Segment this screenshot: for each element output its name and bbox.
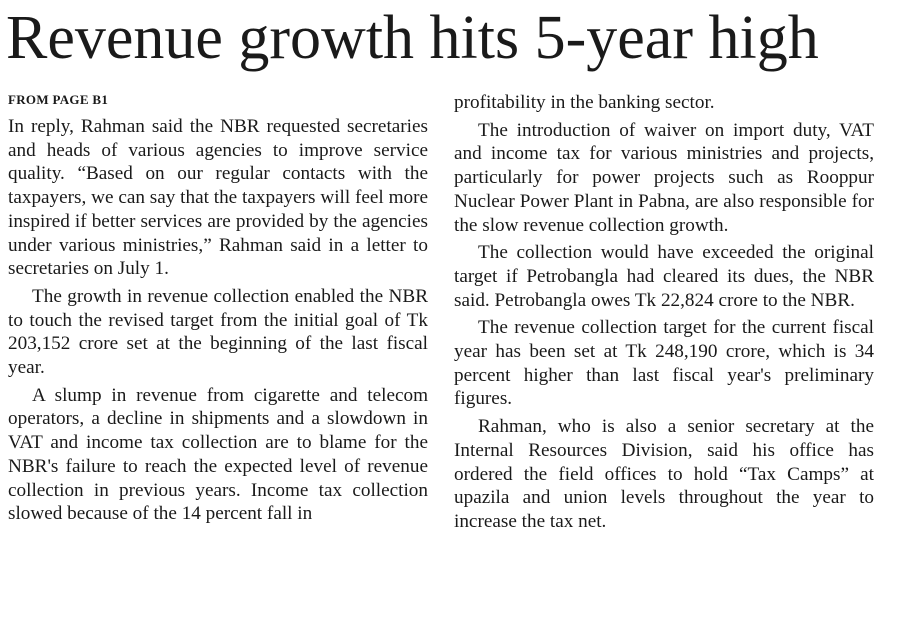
right-column	[454, 91, 874, 534]
paragraph-continuation: profitability in the banking sector.	[454, 92, 715, 113]
jump-line: FROM PAGE B1	[8, 92, 109, 107]
paragraph: The revenue collection target for the current fiscal year has been set at Tk 248,190 crore, which is 34 percent higher than last fiscal year's preliminary figures.	[454, 317, 874, 410]
paragraph: The introduction of waiver on import duty, VAT and income tax for various ministries and projects, particularly for power projects such as Rooppur Nuclear Power Plant in Pabna, are also responsible for the slow revenue collection growth.	[454, 119, 874, 236]
left-column	[8, 115, 428, 526]
paragraph: In reply, Rahman said the NBR requested secretaries and heads of various agencies to improve service quality. “Based on our regular contacts with the taxpayers, we can say that the taxpayers will feel more inspired if better services are provided by the agencies under various ministries,” Rahman said in a letter to secretaries on July 1.	[8, 116, 428, 280]
headline: Revenue growth hits 5-year high	[6, 4, 819, 72]
paragraph: A slump in revenue from cigarette and telecom operators, a decline in shipments and a slowdown in VAT and income tax collection are to blame for the NBR's failure to reach the expected level of revenue collection in previous years. Income tax collection slowed because of the 14 percent fall in	[8, 384, 428, 525]
paragraph: The growth in revenue collection enabled the NBR to touch the revised target from the initial goal of Tk 203,152 crore set at the beginning of the last fiscal year.	[8, 285, 428, 379]
paragraph: The collection would have exceeded the original target if Petrobangla had cleared its dues, the NBR said. Petrobangla owes Tk 22,824 crore to the NBR.	[454, 242, 874, 311]
paragraph: Rahman, who is also a senior secretary at the Internal Resources Division, said his office has ordered the field offices to hold “Tax Camps” at upazila and union levels throughout the year to increase the tax net.	[454, 416, 874, 532]
